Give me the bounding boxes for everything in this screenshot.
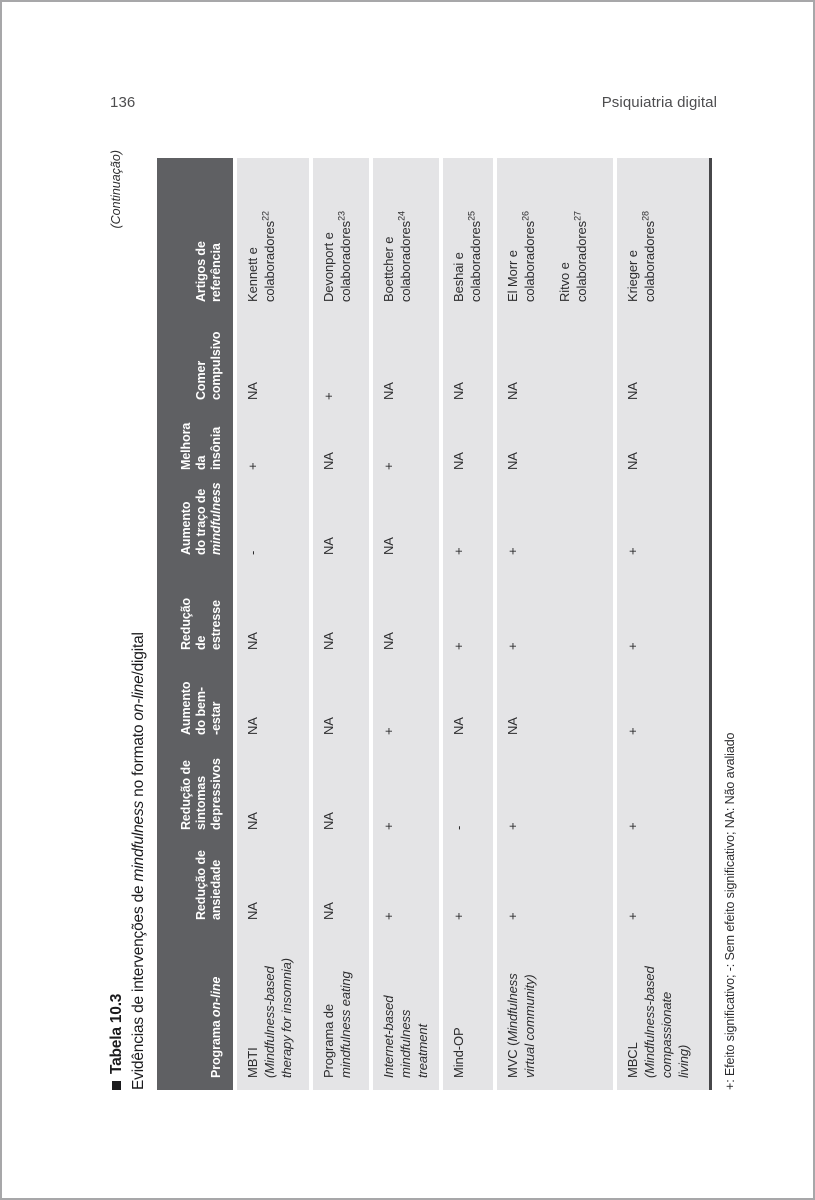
value-cell: NA [321,902,336,920]
reference: Beshai e colaboradores$^{25}$ [451,211,483,302]
value-cell: NA [505,382,520,400]
column-header-8: Artigos de referência [194,241,223,302]
table-number: Tabela 10.3 [108,993,125,1074]
square-bullet-icon [112,1081,121,1090]
reference: Devonport e colaboradores$^{23}$ [321,211,353,302]
program-cell: Mind-OP [451,1027,466,1078]
value-cell: NA [245,902,260,920]
value-cell: NA [451,382,466,400]
table-subtitle: Evidências de intervenções de mindfulness no formato on-line/digital [130,632,147,1090]
running-head: Psiquiatria digital [601,94,717,111]
value-cell: NA [321,812,336,830]
value-cell: NA [381,382,396,400]
value-cell: NA [321,452,336,470]
program-cell: Internet-based mindfulness treatment [381,995,430,1078]
reference-cell [443,158,493,302]
page-number: 136 [110,94,136,111]
reference-cell [313,158,369,302]
value-cell: NA [245,632,260,650]
table-row [497,158,613,1090]
value-cell: + [625,642,640,650]
table-row [237,158,309,1090]
table-title [108,632,148,1090]
value-cell: - [245,550,260,555]
table-row [617,158,709,1090]
value-cell: + [381,462,396,470]
table-bottom-rule [709,158,712,1090]
value-cell: + [321,392,336,400]
value-cell: NA [245,717,260,735]
column-header-5: Aumento do traço de mindfulness [179,482,223,555]
table-row [373,158,439,1090]
reference-cell [497,158,613,302]
value-cell: NA [451,717,466,735]
value-cell: NA [505,452,520,470]
table-title-row [108,150,148,1090]
value-cell: NA [381,537,396,555]
value-cell: + [451,912,466,920]
reference: Kennett e colaboradores$^{22}$ [245,211,277,302]
reference: Boettcher e colaboradores$^{24}$ [381,211,413,302]
program-cell: MVC (Mindfulness virtual community) [505,973,537,1078]
evidence-table [157,158,712,1090]
value-cell: NA [381,632,396,650]
value-cell: + [505,912,520,920]
table-footnote: +: Efeito significativo; -: Sem efeito significativo; NA: Não avaliado [723,732,737,1090]
value-cell: + [505,642,520,650]
value-cell: NA [625,382,640,400]
reference: Krieger e colaboradores$^{28}$ [625,211,657,302]
column-header-3: Aumento do bem- -estar [179,681,223,735]
value-cell: NA [505,717,520,735]
table-row [443,158,493,1090]
value-cell: - [451,825,466,830]
table-title-line [108,632,126,1090]
value-cell: + [505,822,520,830]
reference: El Morr e colaboradores$^{26}$ [505,211,537,302]
value-cell: + [245,462,260,470]
table-row [313,158,369,1090]
value-cell: + [625,547,640,555]
column-header-7: Comer compulsivo [194,331,223,400]
value-cell: + [625,822,640,830]
value-cell: NA [321,632,336,650]
value-cell: + [625,912,640,920]
value-cell: + [451,642,466,650]
program-cell: MBCL (Mindfulness-based compassionate living) [625,966,691,1078]
table-header-row [157,158,233,1090]
value-cell: + [505,547,520,555]
value-cell: NA [245,382,260,400]
continuation-note: (Continuação) [109,150,123,229]
column-header-4: Redução de estresse [179,597,223,650]
value-cell: + [381,912,396,920]
value-cell: NA [625,452,640,470]
reference: Ritvo e colaboradores$^{27}$ [557,211,589,302]
column-header-2: Redução de sintomas depressivos [179,758,223,830]
value-cell: + [451,547,466,555]
value-cell: NA [321,717,336,735]
program-cell: MBTI (Mindfulness-based therapy for insomnia) [245,957,294,1078]
column-header-0: Programa on-line [209,976,223,1078]
value-cell: NA [245,812,260,830]
value-cell: + [381,822,396,830]
value-cell: + [381,727,396,735]
value-cell: NA [321,537,336,555]
reference-cell [237,158,309,302]
reference-cell [617,158,709,302]
rotated-table-block [108,150,748,1090]
value-cell: NA [451,452,466,470]
reference-cell [373,158,439,302]
column-header-6: Melhora da insônia [179,422,223,470]
value-cell: + [625,727,640,735]
column-header-1: Redução de ansiedade [194,850,223,920]
program-cell: Programa de mindfulness eating [321,971,353,1078]
page-header [110,94,717,111]
